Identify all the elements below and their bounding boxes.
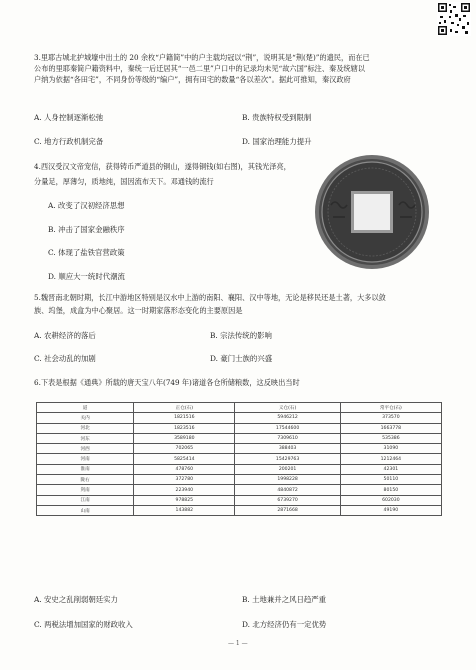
table-row	[37, 413, 442, 423]
table-cell: 42301	[340, 464, 441, 474]
table-cell: 山南	[37, 505, 134, 515]
table-cell: 5825414	[134, 454, 235, 464]
table-cell: 388403	[235, 444, 340, 454]
table-row	[37, 423, 442, 433]
q4-option-c: C. 体现了盐铁官营政策	[48, 248, 125, 257]
table-cell: 河北	[37, 423, 134, 433]
table-cell: 223940	[134, 485, 235, 495]
table-cell: 602030	[340, 495, 441, 505]
table-cell: 702065	[134, 444, 235, 454]
q3-option-b: B. 贵族特权受到限制	[242, 113, 312, 122]
table-cell: 7309610	[235, 433, 340, 443]
table-cell: 1663778	[340, 423, 441, 433]
table-header-cell: 常平仓(石)	[340, 403, 441, 413]
question-6-stem	[34, 377, 444, 388]
table-header-cell: 正仓(石)	[134, 403, 235, 413]
stem-line: 3.里耶古城北护城壕中出土的 20 余枚“户籍简”中的户主载均冠以“荆”，说明其是“荆(楚)”的遗民，而在已	[34, 53, 370, 62]
table-row	[37, 485, 442, 495]
q5-option-d: D. 豪门士族的兴盛	[210, 354, 273, 363]
table-cell: 江南	[37, 495, 134, 505]
table-header-row	[37, 403, 442, 413]
table-cell: 3589180	[134, 433, 235, 443]
table-cell: 373570	[340, 413, 441, 423]
q4-option-b: B. 冲击了国家金融秩序	[48, 225, 125, 234]
stem-line: 公布的里耶秦简户籍资料中，秦统一后迁居其“一邑二里”户口中的记录均未见“故六国”标注、秦及统辖以	[34, 64, 365, 73]
table-cell: 478760	[134, 464, 235, 474]
q3-option-a: A. 人身控制逐渐松弛	[34, 113, 104, 122]
table-row	[37, 433, 442, 443]
table-cell: 50110	[340, 475, 441, 485]
table-row	[37, 475, 442, 485]
table-cell: 关内	[37, 413, 134, 423]
table-cell: 剑南	[37, 485, 134, 495]
q3-option-c: C. 地方行政机制完备	[34, 137, 104, 146]
table-cell: 淮南	[37, 464, 134, 474]
q4-option-a: A. 改变了汉初经济思想	[48, 201, 125, 210]
table-cell: 5946212	[235, 413, 340, 423]
stem-line: 分量足，厚薄匀，质地纯，国因流布天下。邓通钱的流行	[34, 177, 214, 186]
stem-line: 6.下表是根据《通典》所载的唐天宝八年(749 年)诸道各仓所储粮数，这反映出当时	[34, 378, 300, 387]
table-cell: 河东	[37, 433, 134, 443]
table-cell: 80150	[340, 485, 441, 495]
table-cell: 535386	[340, 433, 441, 443]
q6-option-d: D. 北方经济仍有一定优势	[242, 620, 327, 629]
table-cell: 15429763	[235, 454, 340, 464]
table-cell: 17544600	[235, 423, 340, 433]
q3-option-d: D. 国家治理能力提升	[242, 137, 312, 146]
table-cell: 4840872	[235, 485, 340, 495]
question-6	[34, 377, 444, 388]
q6-option-b: B. 土地兼并之风日趋严重	[242, 595, 327, 604]
table-row	[37, 495, 442, 505]
q5-option-c: C. 社会动乱的加剧	[34, 354, 96, 363]
question-4	[34, 161, 309, 187]
table-cell: 1212464	[340, 454, 441, 464]
table-cell: 河南	[37, 454, 134, 464]
table-cell: 河西	[37, 444, 134, 454]
table-cell: 陇右	[37, 475, 134, 485]
table-row	[37, 464, 442, 474]
grain-storage-table	[36, 402, 442, 516]
question-3	[34, 52, 444, 85]
stem-line: 5.魏晋南北朝时期，长江中游地区特别是汉水中上游的南阳、襄阳、汉中等地，无论是移民还是土著，大多以敛	[34, 293, 386, 302]
table-cell: 978825	[134, 495, 235, 505]
qr-code-icon	[437, 2, 471, 36]
page-number: — 1 —	[228, 640, 248, 647]
table-cell: 372780	[134, 475, 235, 485]
table-cell: 1821516	[134, 413, 235, 423]
stem-line: 户纳为依据“各田宅”，不同身份等级的“编户”，拥有田宅的数量“各以差次”。据此可推知，秦汉政府	[34, 75, 351, 84]
table-cell: 31090	[340, 444, 441, 454]
table-header-cell: 义仓(石)	[235, 403, 340, 413]
table-row	[37, 505, 442, 515]
q6-option-a: A. 安史之乱削弱朝廷实力	[34, 595, 118, 604]
table-cell: 1998228	[235, 475, 340, 485]
q4-option-d: D. 顺应大一统时代潮流	[48, 272, 125, 281]
table-cell: 200201	[235, 464, 340, 474]
question-5-stem	[34, 292, 449, 316]
table-row	[37, 454, 442, 464]
table-cell: 49190	[340, 505, 441, 515]
table-row	[37, 444, 442, 454]
table-header-cell: 道	[37, 403, 134, 413]
ancient-coin-illustration	[313, 153, 431, 271]
question-5	[34, 292, 449, 316]
question-4-stem	[34, 161, 309, 187]
q5-option-b: B. 宗法传统的影响	[210, 331, 272, 340]
table-cell: 6739270	[235, 495, 340, 505]
table-cell: 2871668	[235, 505, 340, 515]
stem-line: 4.西汉受汉文帝宠信，获得铸币严道县的铜山，遂得铜钱(如右图)，其钱光泽亮，	[34, 162, 291, 171]
stem-line: 族、坞堡，成盒为中心聚居。这一时期家落形态变化的主要原因是	[34, 306, 243, 315]
q5-option-a: A. 农耕经济的落后	[34, 331, 96, 340]
table-cell: 143882	[134, 505, 235, 515]
question-3-stem	[34, 52, 444, 85]
table-cell: 1823516	[134, 423, 235, 433]
q6-option-c: C. 两税法增加国家的财政收入	[34, 620, 133, 629]
